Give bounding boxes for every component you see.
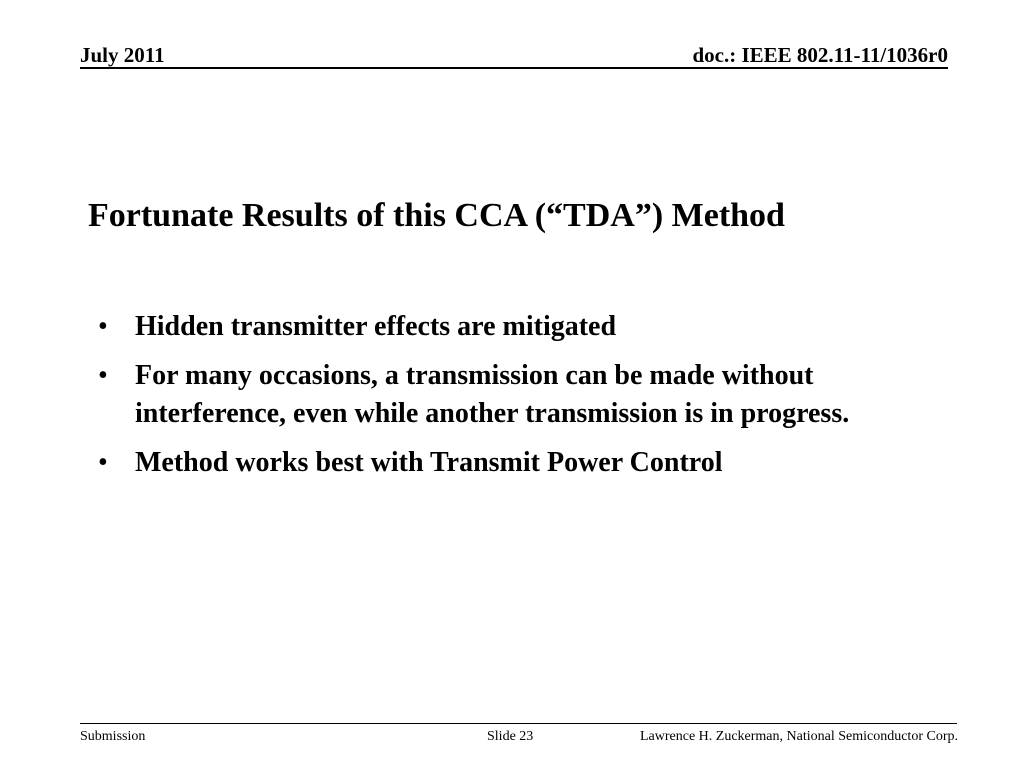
slide-title: Fortunate Results of this CCA (“TDA”) Method xyxy=(88,196,785,234)
bullet-item xyxy=(98,308,938,346)
footer-submission: Submission xyxy=(80,729,146,744)
bullet-text: Method works best with Transmit Power Control xyxy=(135,447,723,478)
bullet-text: For many occasions, a transmission can be made without interference, even while another transmission is in progress. xyxy=(135,360,850,429)
bullet-list xyxy=(98,308,938,493)
bullet-icon: • xyxy=(98,311,108,342)
bullet-icon: • xyxy=(98,360,108,391)
bullet-text: Hidden transmitter effects are mitigated xyxy=(135,311,617,342)
header-date: July 2011 xyxy=(80,43,165,67)
footer-divider xyxy=(80,723,957,724)
footer-slide-number: Slide 23 xyxy=(487,729,534,744)
bullet-icon: • xyxy=(98,447,108,478)
bullet-item xyxy=(98,444,938,482)
header-doc-id: doc.: IEEE 802.11-11/1036r0 xyxy=(692,43,948,67)
header-divider xyxy=(80,67,948,69)
bullet-item xyxy=(98,357,938,433)
footer-author: Lawrence H. Zuckerman, National Semiconductor Corp. xyxy=(639,729,958,744)
